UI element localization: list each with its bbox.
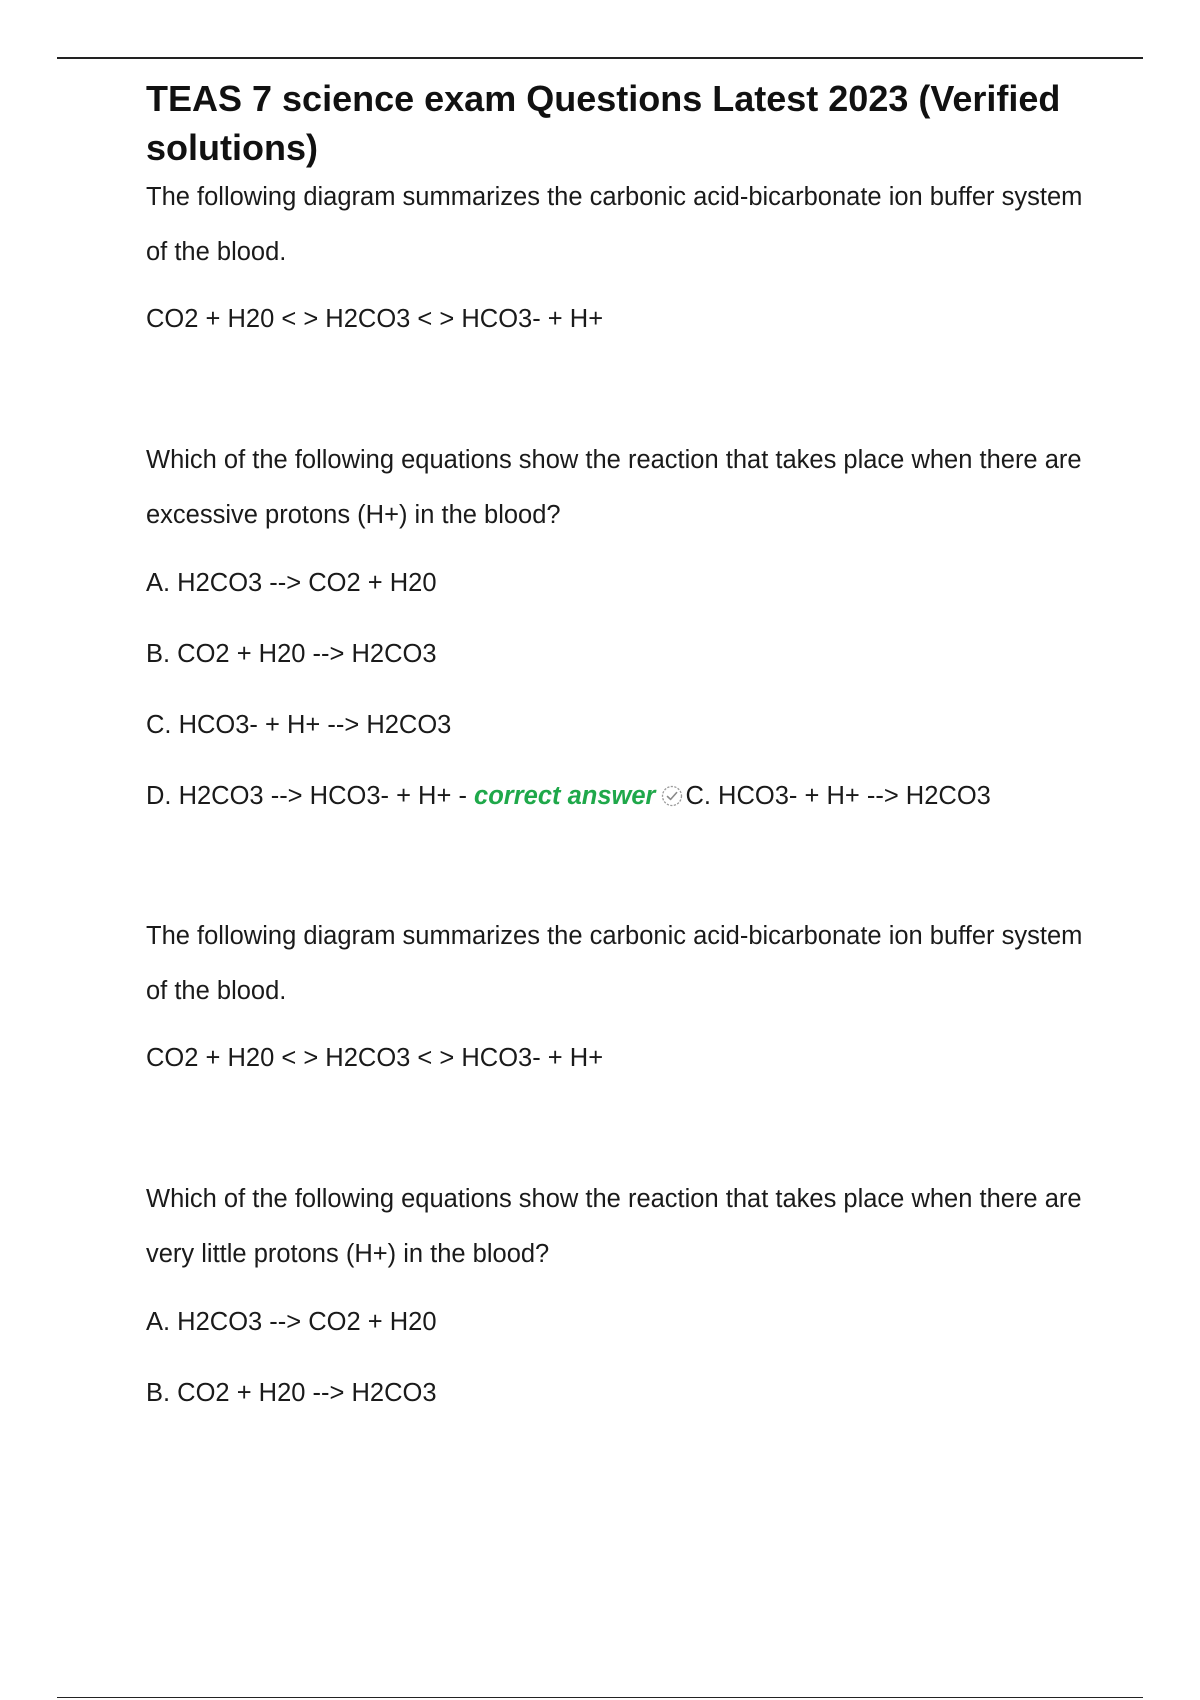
question-2-prompt: Which of the following equations show the reaction that takes place when there are very little protons (H+) in the blood? [146,1185,1082,1268]
bottom-rule [57,1697,1143,1698]
question-1-option-b: B. CO2 + H20 --> H2CO3 [146,640,437,668]
top-rule [57,57,1143,59]
correct-answer-text: C. HCO3- + H+ --> H2CO3 [685,782,991,810]
question-1-option-c: C. HCO3- + H+ --> H2CO3 [146,711,452,739]
question-2 [146,909,1106,1421]
correct-answer-label: correct answer [474,782,656,810]
question-1-option-d: D. H2CO3 --> HCO3- + H+ - [146,782,475,810]
question-2-equation: CO2 + H20 < > H2CO3 < > HCO3- + H+ [146,1044,604,1072]
question-2-intro: The following diagram summarizes the carbonic acid-bicarbonate ion buffer system of the blood. [146,922,1083,1005]
question-1 [146,170,1106,824]
question-2-option-b: B. CO2 + H20 --> H2CO3 [146,1379,437,1407]
question-1-option-d-line [146,769,1106,824]
question-1-intro: The following diagram summarizes the carbonic acid-bicarbonate ion buffer system of the blood. [146,183,1083,266]
document-title: TEAS 7 science exam Questions Latest 2023 (Verified solutions) [146,78,1061,168]
question-1-equation: CO2 + H20 < > H2CO3 < > HCO3- + H+ [146,305,604,333]
document-body [146,74,1106,1421]
question-1-option-a: A. H2CO3 --> CO2 + H20 [146,569,437,597]
question-1-prompt: Which of the following equations show the reaction that takes place when there are excessive protons (H+) in the blood? [146,446,1082,529]
check-circle-icon [661,772,683,794]
question-2-option-a: A. H2CO3 --> CO2 + H20 [146,1308,437,1336]
